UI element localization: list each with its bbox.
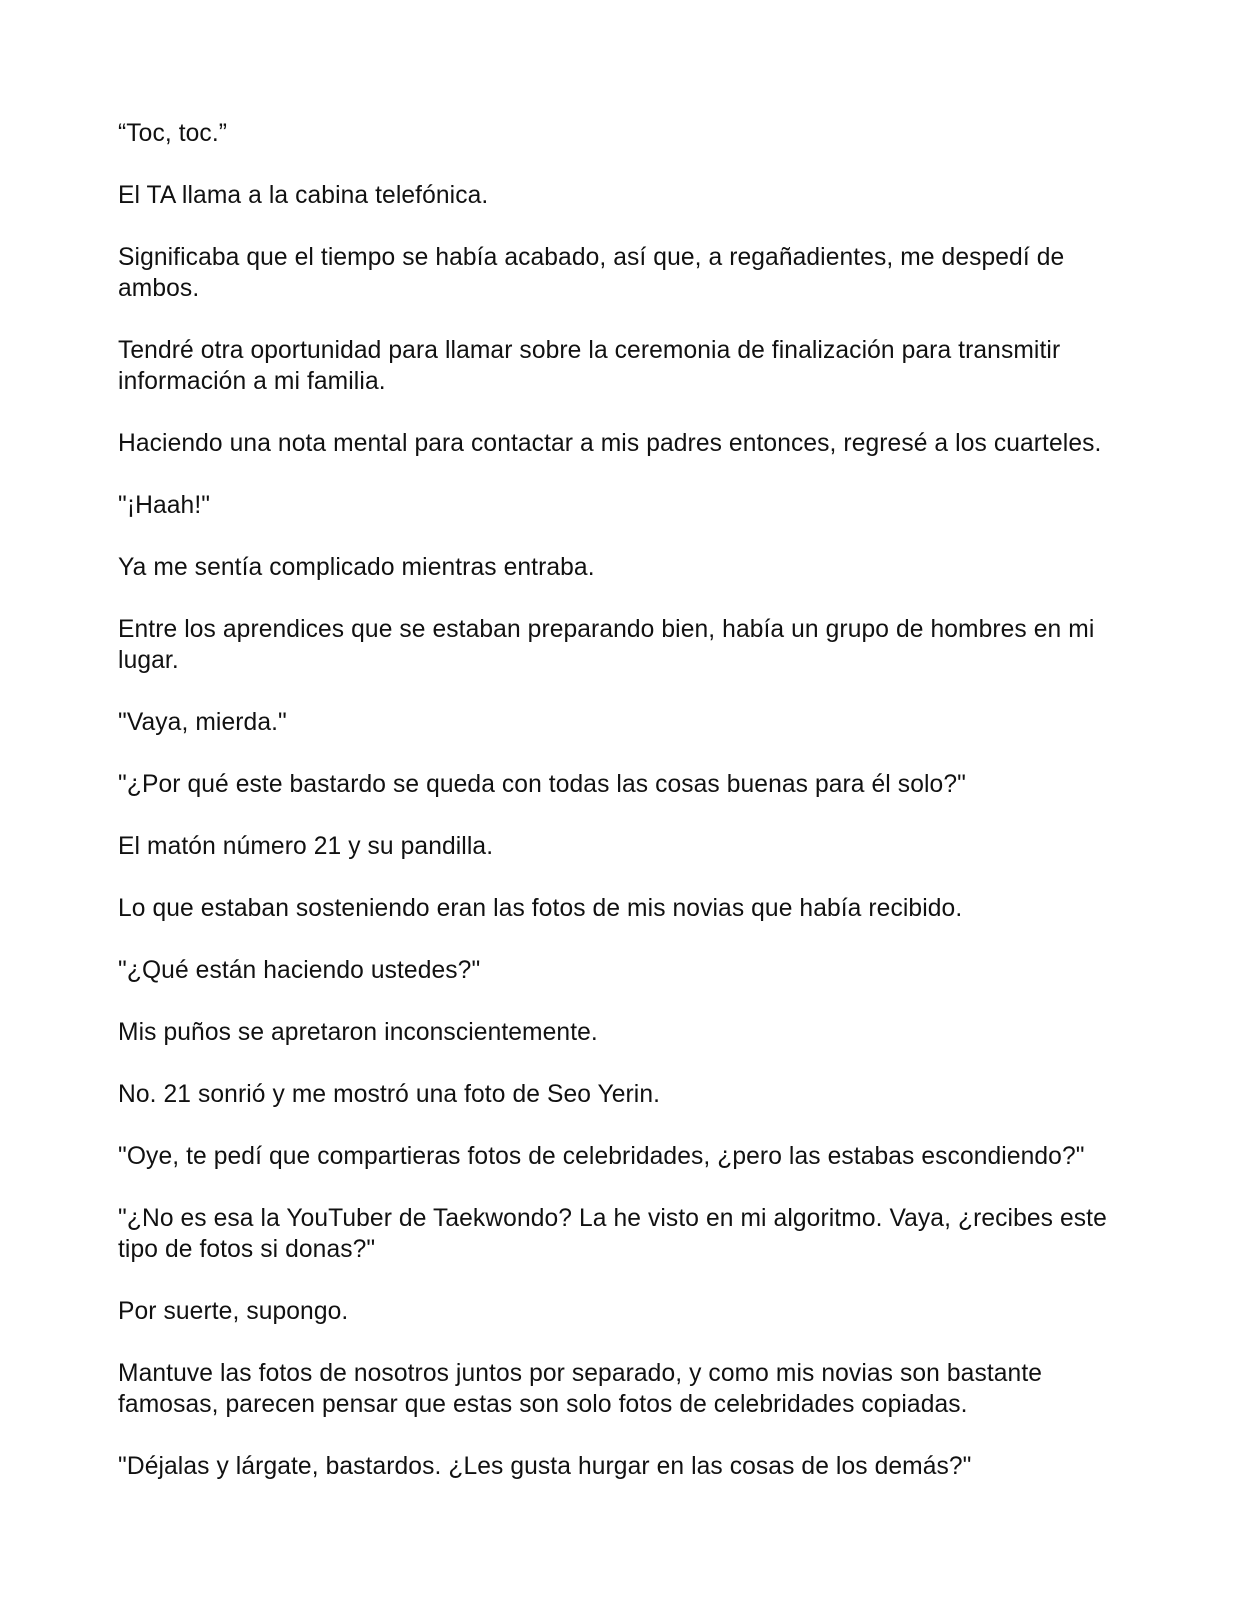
paragraph: No. 21 sonrió y me mostró una foto de Seo Yerin. [118,1081,661,1108]
paragraph: Significaba que el tiempo se había acabado, así que, a regañadientes, me despedí de ambos. [118,244,1065,302]
paragraph: El matón número 21 y su pandilla. [118,833,494,860]
paragraph: Mantuve las fotos de nosotros juntos por separado, y como mis novias son bastante famosas, parecen pensar que estas son solo fotos de celebridades copiadas. [118,1360,1043,1418]
paragraph: Entre los aprendices que se estaban preparando bien, había un grupo de hombres en mi lugar. [118,616,1095,674]
paragraph: Lo que estaban sosteniendo eran las fotos de mis novias que había recibido. [118,895,963,922]
paragraph: “Toc, toc.” [118,120,228,147]
paragraph: "¿Por qué este bastardo se queda con todas las cosas buenas para él solo?" [118,771,966,798]
paragraph: Haciendo una nota mental para contactar a mis padres entonces, regresé a los cuarteles. [118,430,1102,457]
paragraph: "¿Qué están haciendo ustedes?" [118,957,481,984]
paragraph: "¿No es esa la YouTuber de Taekwondo? La he visto en mi algoritmo. Vaya, ¿recibes este tipo de fotos si donas?" [118,1205,1107,1263]
paragraph: "¡Haah!" [118,492,211,519]
paragraph: Tendré otra oportunidad para llamar sobre la ceremonia de finalización para transmitir información a mi familia. [118,337,1061,395]
paragraph: "Vaya, mierda." [118,709,287,736]
paragraph: Ya me sentía complicado mientras entraba. [118,554,595,581]
paragraph: "Déjalas y lárgate, bastardos. ¿Les gusta hurgar en las cosas de los demás?" [118,1453,972,1480]
document-body [118,118,1118,1513]
paragraph: Mis puños se apretaron inconscientemente. [118,1019,598,1046]
paragraph: El TA llama a la cabina telefónica. [118,182,489,209]
paragraph: Por suerte, supongo. [118,1298,349,1325]
paragraph: "Oye, te pedí que compartieras fotos de celebridades, ¿pero las estabas escondiendo?" [118,1143,1085,1170]
